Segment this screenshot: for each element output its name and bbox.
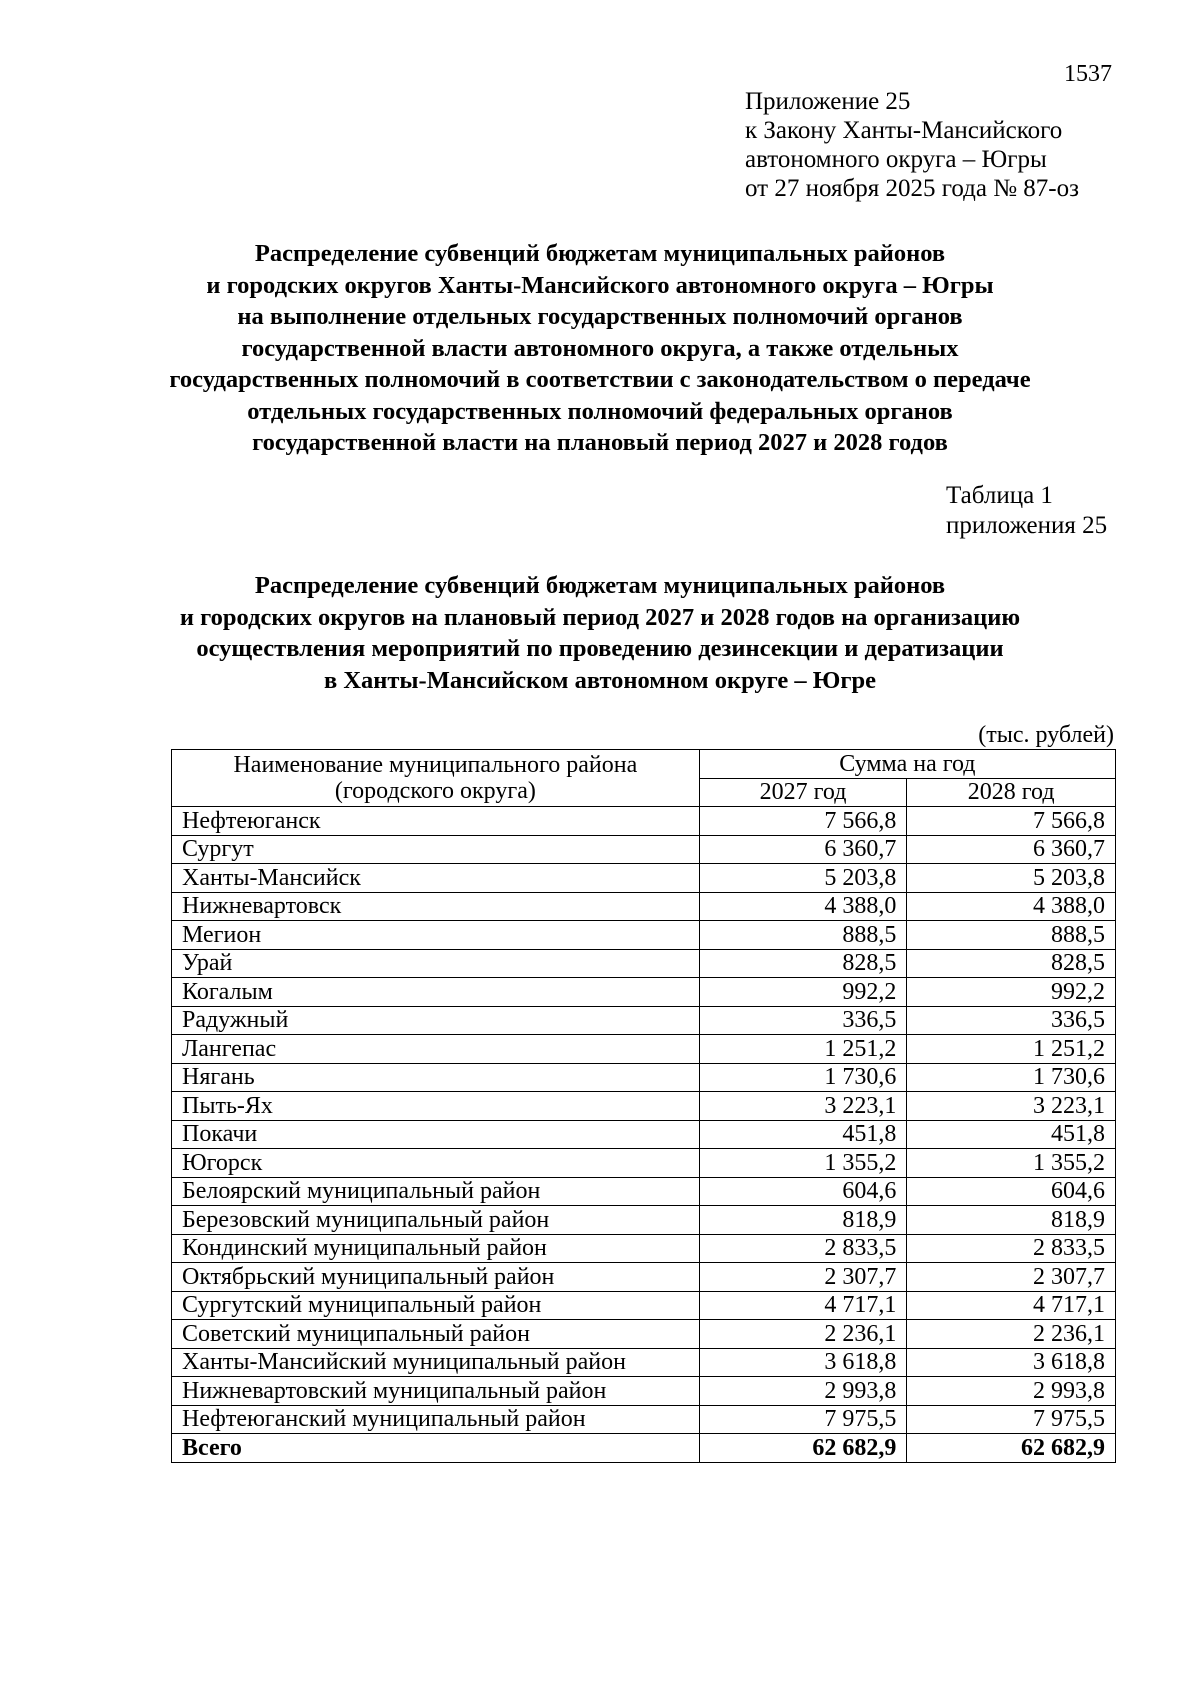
table-row [172, 1320, 1116, 1349]
table-title [100, 570, 1100, 696]
municipality-name: Лангепас [172, 1035, 700, 1064]
total-row [172, 1434, 1116, 1463]
municipality-name: Нефтеюганск [172, 807, 700, 836]
table-row [172, 1149, 1116, 1178]
table-row [172, 1063, 1116, 1092]
municipality-name: Ханты-Мансийский муниципальный район [172, 1348, 700, 1377]
amount-2027: 4 717,1 [699, 1291, 907, 1320]
amount-2028: 828,5 [907, 949, 1116, 978]
main-title-line: отдельных государственных полномочий федеральных органов [247, 397, 953, 425]
table-row [172, 1377, 1116, 1406]
table-row [172, 921, 1116, 950]
appendix-header-line: к Закону Ханты-Мансийского [745, 117, 1063, 144]
municipality-name: Мегион [172, 921, 700, 950]
table-header-row [172, 750, 1116, 779]
year-2028-header: 2028 год [907, 778, 1116, 807]
units-label: (тыс. рублей) [978, 722, 1114, 748]
municipality-name: Радужный [172, 1006, 700, 1035]
amount-2027: 2 993,8 [699, 1377, 907, 1406]
main-title-line: и городских округов Ханты-Мансийского автономного округа – Югры [206, 271, 994, 299]
table-row [172, 978, 1116, 1007]
appendix-header-line: от 27 ноября 2025 года № 87-оз [745, 175, 1079, 202]
table-row [172, 1092, 1116, 1121]
municipality-name: Сургутский муниципальный район [172, 1291, 700, 1320]
year-2027-header: 2027 год [699, 778, 907, 807]
municipality-name: Березовский муниципальный район [172, 1206, 700, 1235]
municipality-name: Октябрьский муниципальный район [172, 1263, 700, 1292]
main-title-line: государственных полномочий в соответствии с законодательством о передаче [169, 366, 1031, 393]
table-title-line: Распределение субвенций бюджетам муниципальных районов [254, 572, 946, 599]
municipality-name: Югорск [172, 1149, 700, 1178]
amount-2028: 1 730,6 [907, 1063, 1116, 1092]
amount-2028: 2 833,5 [907, 1234, 1116, 1263]
amount-2028: 3 618,8 [907, 1348, 1116, 1377]
municipality-name: Ханты-Мансийск [172, 864, 700, 893]
sum-group-header: Сумма на год [699, 750, 1115, 779]
amount-2027: 1 730,6 [699, 1063, 907, 1092]
amount-2028: 5 203,8 [907, 864, 1116, 893]
amount-2027: 7 975,5 [699, 1405, 907, 1434]
municipality-name: Покачи [172, 1120, 700, 1149]
municipality-name: Пыть-Ях [172, 1092, 700, 1121]
amount-2028: 3 223,1 [907, 1092, 1116, 1121]
main-title-line: государственной власти на плановый период 2027 и 2028 годов [252, 429, 948, 456]
table-row [172, 1006, 1116, 1035]
amount-2027: 2 833,5 [699, 1234, 907, 1263]
amount-2027: 992,2 [699, 978, 907, 1007]
name-column-header-line1: Наименование муниципального района [233, 752, 638, 778]
amount-2028: 1 251,2 [907, 1035, 1116, 1064]
total-2027: 62 682,9 [699, 1434, 907, 1463]
amount-2028: 992,2 [907, 978, 1116, 1007]
amount-2027: 3 223,1 [699, 1092, 907, 1121]
municipality-name: Нижневартовск [172, 892, 700, 921]
table-row [172, 1348, 1116, 1377]
amount-2028: 888,5 [907, 921, 1116, 950]
amount-2028: 2 993,8 [907, 1377, 1116, 1406]
amount-2027: 4 388,0 [699, 892, 907, 921]
table-row [172, 1120, 1116, 1149]
amount-2027: 336,5 [699, 1006, 907, 1035]
table-row [172, 1234, 1116, 1263]
appendix-header-line: автономного округа – Югры [745, 146, 1047, 173]
table-row [172, 1206, 1116, 1235]
amount-2028: 604,6 [907, 1177, 1116, 1206]
amount-2028: 818,9 [907, 1206, 1116, 1235]
municipality-name: Советский муниципальный район [172, 1320, 700, 1349]
amount-2027: 5 203,8 [699, 864, 907, 893]
amount-2027: 2 307,7 [699, 1263, 907, 1292]
amount-2028: 4 717,1 [907, 1291, 1116, 1320]
amount-2027: 7 566,8 [699, 807, 907, 836]
amount-2028: 336,5 [907, 1006, 1116, 1035]
main-title [100, 238, 1100, 459]
table-title-line: в Ханты-Мансийском автономном округе – Югре [323, 666, 877, 694]
municipality-name: Нягань [172, 1063, 700, 1092]
name-column-header [172, 750, 700, 807]
municipality-name: Нижневартовский муниципальный район [172, 1377, 700, 1406]
appendix-header [745, 87, 1079, 203]
amount-2027: 604,6 [699, 1177, 907, 1206]
table-row [172, 1035, 1116, 1064]
total-label: Всего [172, 1434, 700, 1463]
table-row [172, 864, 1116, 893]
table-title-line: осуществления мероприятий по проведению дезинсекции и дератизации [196, 635, 1004, 662]
table-title-line: и городских округов на плановый период 2027 и 2028 годов на организацию [179, 603, 1021, 631]
table-row [172, 1291, 1116, 1320]
amount-2027: 2 236,1 [699, 1320, 907, 1349]
name-column-header-line2: (городского округа) [334, 778, 536, 804]
table-row [172, 949, 1116, 978]
amount-2027: 888,5 [699, 921, 907, 950]
total-2028: 62 682,9 [907, 1434, 1116, 1463]
table-label [946, 481, 1107, 541]
amount-2028: 7 975,5 [907, 1405, 1116, 1434]
municipality-name: Белоярский муниципальный район [172, 1177, 700, 1206]
amount-2028: 4 388,0 [907, 892, 1116, 921]
amount-2027: 828,5 [699, 949, 907, 978]
table-row [172, 1177, 1116, 1206]
amount-2027: 818,9 [699, 1206, 907, 1235]
amount-2027: 6 360,7 [699, 835, 907, 864]
table-row [172, 892, 1116, 921]
table-body [172, 807, 1116, 1434]
amount-2028: 451,8 [907, 1120, 1116, 1149]
municipality-name: Сургут [172, 835, 700, 864]
municipality-name: Урай [172, 949, 700, 978]
main-title-line: на выполнение отдельных государственных полномочий органов [237, 303, 963, 330]
appendix-header-line: Приложение 25 [745, 88, 911, 115]
amount-2027: 1 251,2 [699, 1035, 907, 1064]
amount-2028: 6 360,7 [907, 835, 1116, 864]
table-row [172, 1405, 1116, 1434]
table-row [172, 1263, 1116, 1292]
table-row [172, 835, 1116, 864]
amount-2028: 2 307,7 [907, 1263, 1116, 1292]
amount-2028: 2 236,1 [907, 1320, 1116, 1349]
page-number: 1537 [1064, 61, 1112, 87]
municipality-name: Кондинский муниципальный район [172, 1234, 700, 1263]
table-label-line: Таблица 1 [946, 482, 1053, 509]
municipality-name: Нефтеюганский муниципальный район [172, 1405, 700, 1434]
amount-2027: 1 355,2 [699, 1149, 907, 1178]
amount-2027: 451,8 [699, 1120, 907, 1149]
main-title-line: Распределение субвенций бюджетам муниципальных районов [254, 240, 946, 267]
amount-2028: 7 566,8 [907, 807, 1116, 836]
subventions-table [171, 749, 1116, 1463]
table-row [172, 807, 1116, 836]
amount-2028: 1 355,2 [907, 1149, 1116, 1178]
municipality-name: Когалым [172, 978, 700, 1007]
main-title-line: государственной власти автономного округа, а также отдельных [241, 334, 959, 362]
table-label-line: приложения 25 [946, 512, 1108, 539]
amount-2027: 3 618,8 [699, 1348, 907, 1377]
